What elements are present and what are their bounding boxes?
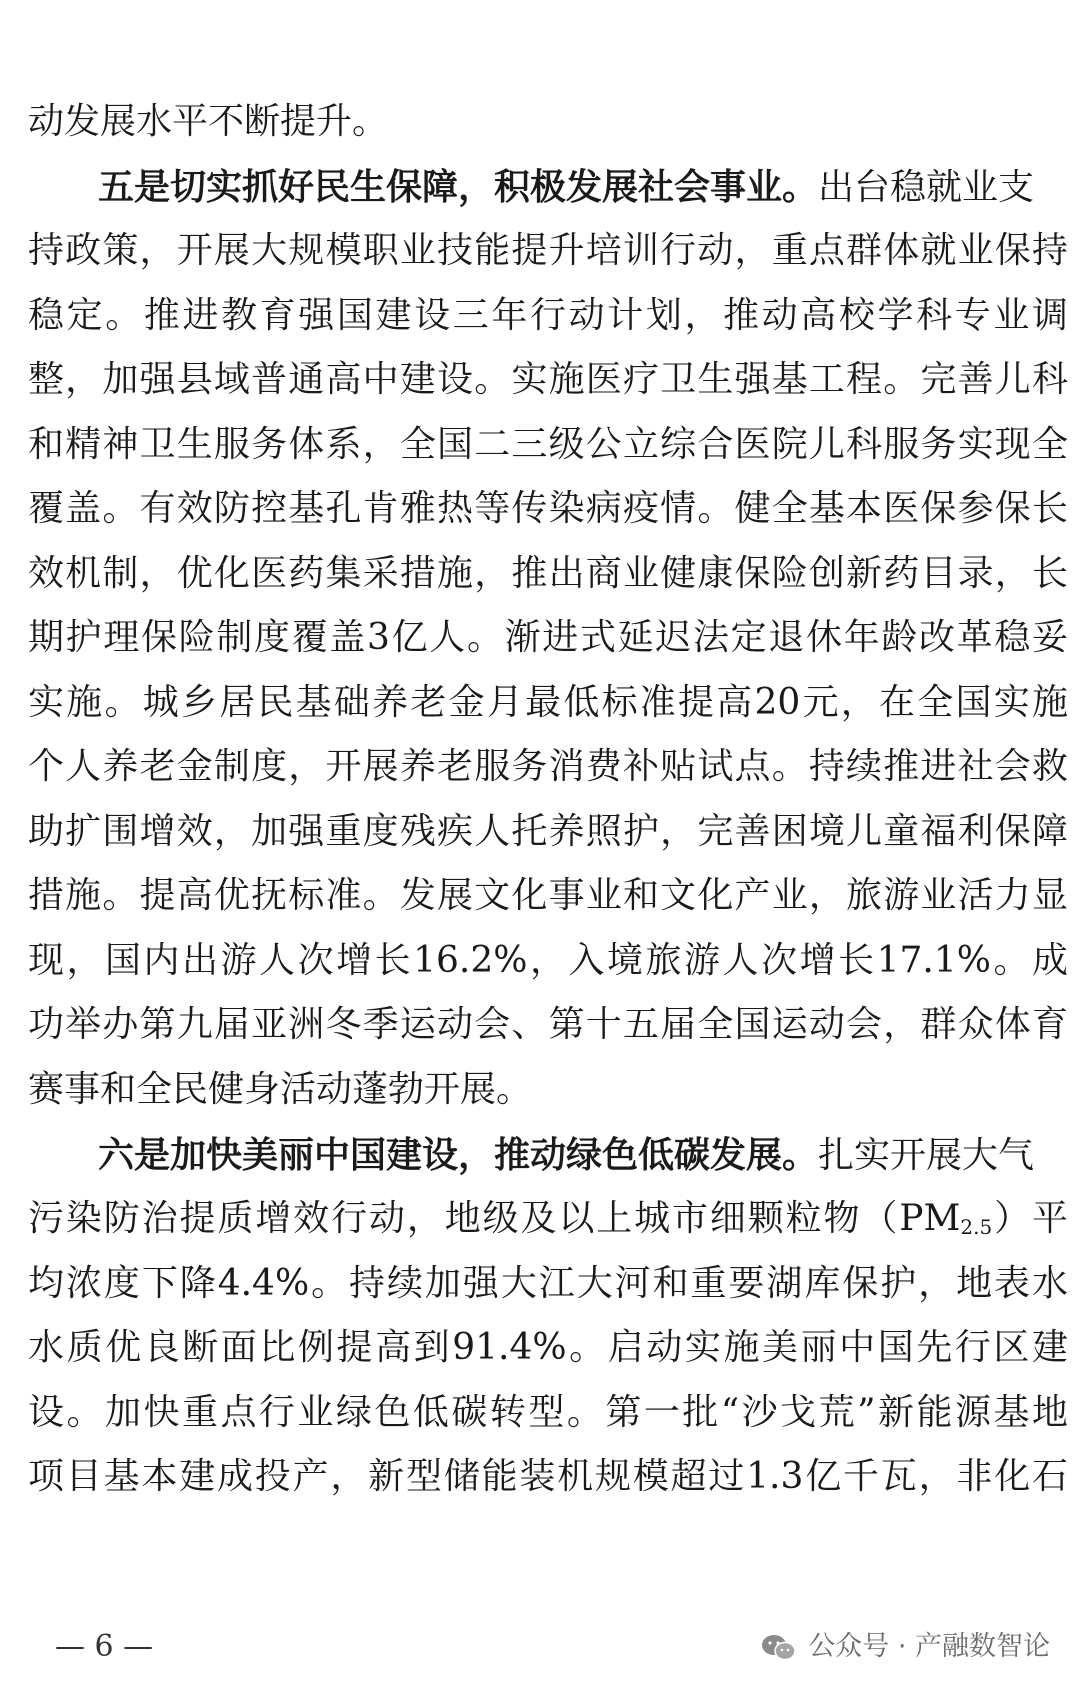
paragraph-line: 效机制，优化医药集采措施，推出商业健康保险创新药目录，长: [28, 553, 1068, 594]
watermark-text: 公众号 · 产融数智论: [808, 1631, 1050, 1662]
watermark: [760, 1622, 1050, 1672]
paragraph-line: 水质优良断面比例提高到91.4%。启动实施美丽中国先行区建: [28, 1327, 1068, 1368]
paragraph-line: 稳定。推进教育强国建设三年行动计划，推动高校学科专业调: [28, 295, 1068, 336]
paragraph-line: 现，国内出游人次增长16.2%，入境旅游人次增长17.1%。成: [28, 940, 1068, 981]
pm-subscript: 2.5: [960, 1215, 993, 1239]
page-number: — 6 —: [55, 1629, 154, 1664]
paragraph-line: [98, 1125, 1035, 1185]
paragraph-line: 赛事和全民健身活动蓬勃开展。: [28, 1069, 533, 1110]
paragraph-line: 项目基本建成投产，新型储能装机规模超过1.3亿千瓦，非化石: [28, 1456, 1068, 1497]
paragraph-line: 整，加强县域普通高中建设。实施医疗卫生强基工程。完善儿科: [28, 359, 1068, 400]
paragraph-line: [28, 1189, 1068, 1249]
section-heading-6: 六是加快美丽中国建设，推动绿色低碳发展。: [98, 1134, 819, 1176]
paragraph-line: 功举办第九届亚洲冬季运动会、第十五届全国运动会，群众体育: [28, 1004, 1068, 1045]
paragraph-line: 措施。提高优抚标准。发展文化事业和文化产业，旅游业活力显: [28, 875, 1068, 916]
wechat-icon: [760, 1633, 798, 1663]
page-footer: [0, 1622, 1080, 1672]
paragraph-line: 持政策，开展大规模职业技能提升培训行动，重点群体就业保持: [28, 230, 1068, 271]
paragraph-line: 实施。城乡居民基础养老金月最低标准提高20元，在全国实施: [28, 682, 1068, 723]
paragraph-text: 扎实开展大气: [818, 1135, 1035, 1176]
paragraph-text: ）平: [992, 1198, 1068, 1239]
paragraph-line: 助扩围增效，加强重度残疾人托养照护，完善困境儿童福利保障: [28, 811, 1068, 852]
paragraph-line: 个人养老金制度，开展养老服务消费补贴试点。持续推进社会救: [28, 746, 1068, 787]
paragraph-line: 和精神卫生服务体系，全国二三级公立综合医院儿科服务实现全: [28, 424, 1068, 465]
paragraph-line: 覆盖。有效防控基孔肯雅热等传染病疫情。健全基本医保参保长: [28, 488, 1068, 529]
paragraph-line: [98, 157, 1035, 217]
paragraph-line: 期护理保险制度覆盖3亿人。渐进式延迟法定退休年龄改革稳妥: [28, 617, 1068, 658]
paragraph-line: 设。加快重点行业绿色低碳转型。第一批“沙戈荒”新能源基地: [28, 1392, 1068, 1433]
paragraph-line: 动发展水平不断提升。: [28, 101, 389, 142]
section-heading-5: 五是切实抓好民生保障，积极发展社会事业。: [98, 166, 819, 208]
paragraph-line: 均浓度下降4.4%。持续加强大江大河和重要湖库保护，地表水: [28, 1263, 1068, 1304]
paragraph-text: 出台稳就业支: [818, 167, 1035, 208]
paragraph-text: 污染防治提质增效行动，地级及以上城市细颗粒物（PM: [28, 1198, 961, 1239]
